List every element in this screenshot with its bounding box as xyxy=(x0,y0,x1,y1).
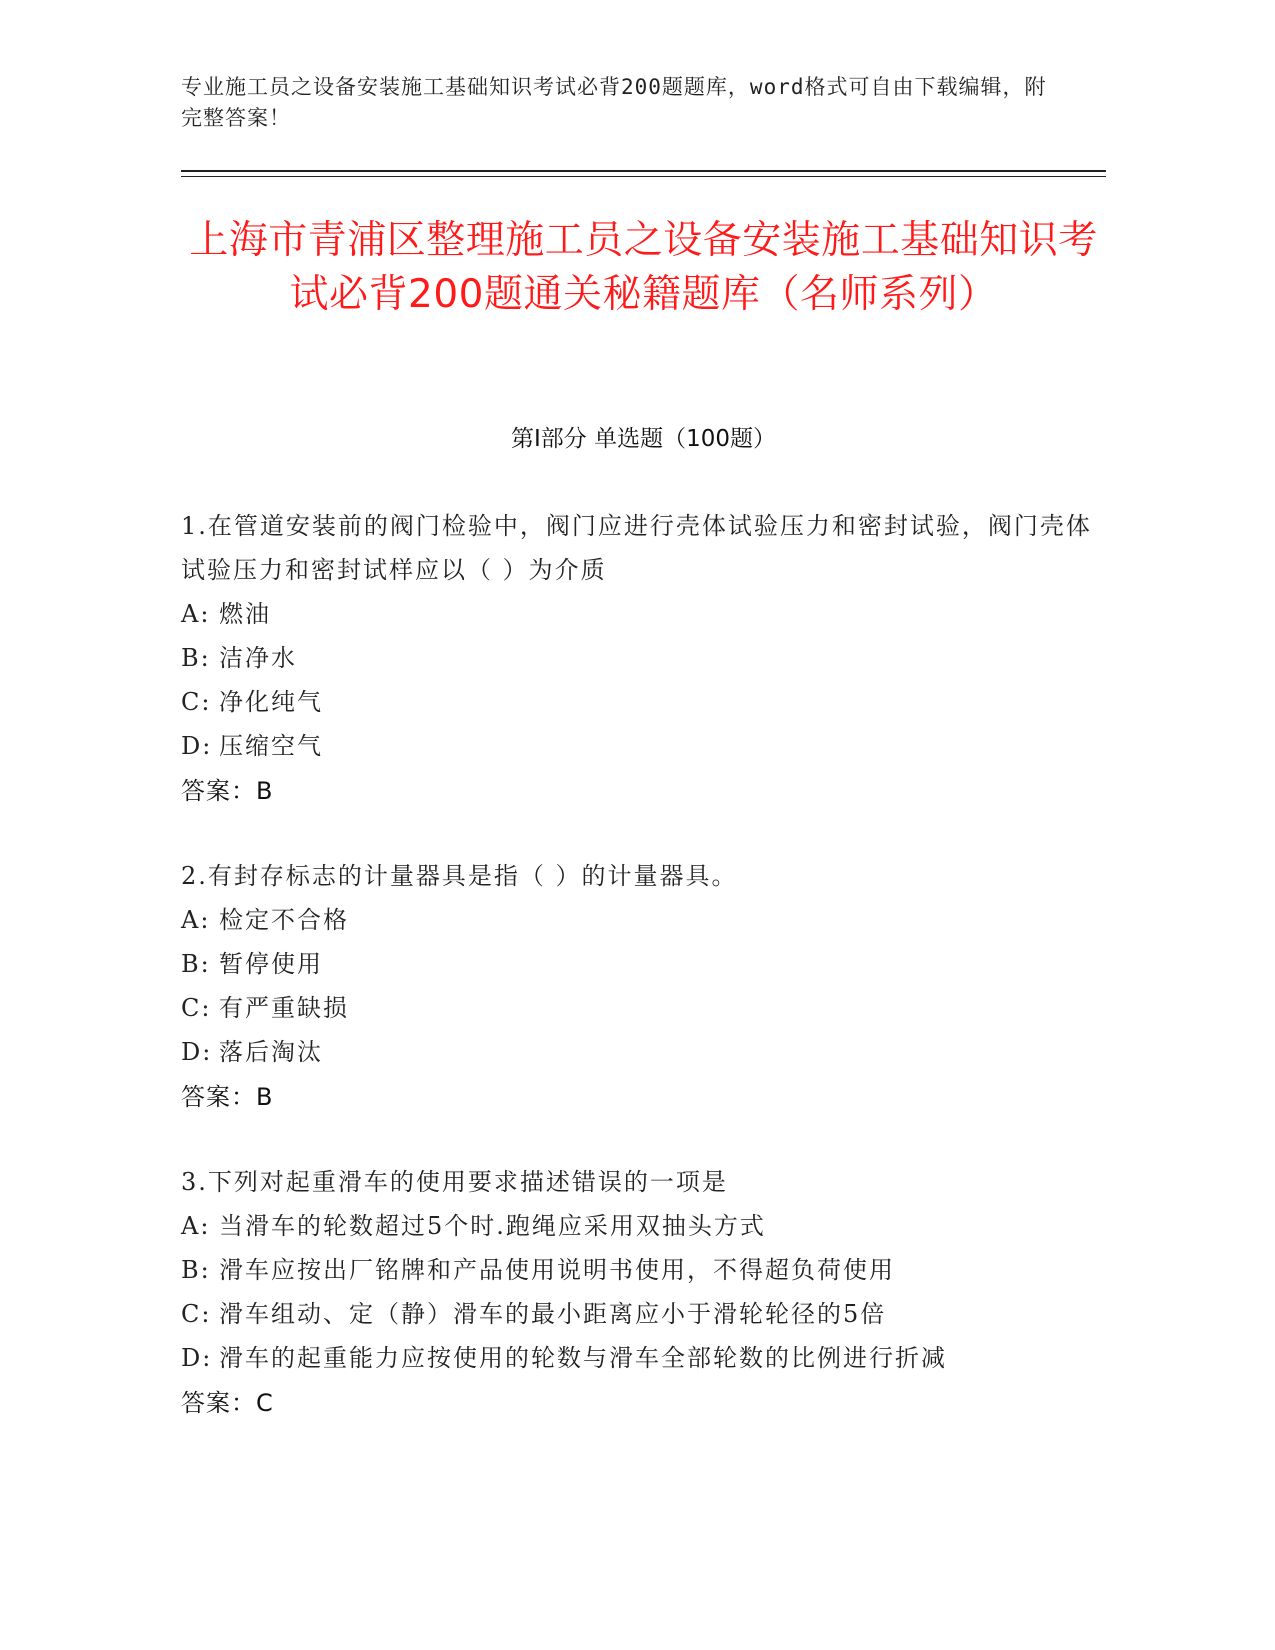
option-text: 净化纯气 xyxy=(219,688,323,716)
option-b xyxy=(181,942,1106,986)
question-1 xyxy=(181,504,1106,814)
option-c xyxy=(181,680,1106,724)
option-letter: C: xyxy=(181,994,212,1022)
option-a xyxy=(181,1204,1106,1248)
header-note: 专业施工员之设备安装施工基础知识考试必背200题题库，word格式可自由下载编辑，附完整答案！ xyxy=(181,75,1047,130)
option-a xyxy=(181,898,1106,942)
option-text: 暂停使用 xyxy=(219,950,323,978)
question-stem: 3.下列对起重滑车的使用要求描述错误的一项是 xyxy=(181,1168,728,1196)
option-letter: C: xyxy=(181,1300,212,1328)
option-letter: D: xyxy=(181,732,213,760)
option-b xyxy=(181,1248,1106,1292)
question-stem: 2.有封存标志的计量器具是指（ ）的计量器具。 xyxy=(181,862,738,890)
option-text: 滑车组动、定（静）滑车的最小距离应小于滑轮轮径的5倍 xyxy=(219,1300,887,1328)
option-text: 当滑车的轮数超过5个时.跑绳应采用双抽头方式 xyxy=(219,1212,766,1240)
question-list xyxy=(181,504,1106,1466)
option-c xyxy=(181,986,1106,1030)
question-stem: 1.在管道安装前的阀门检验中，阀门应进行壳体试验压力和密封试验，阀门壳体试验压力和密封试样应以（ ）为介质 xyxy=(181,512,1092,584)
option-text: 落后淘汰 xyxy=(219,1038,323,1066)
option-d xyxy=(181,1336,1106,1380)
header-rule-thick xyxy=(181,170,1106,172)
option-a xyxy=(181,592,1106,636)
option-c xyxy=(181,1292,1106,1336)
option-letter: C: xyxy=(181,688,212,716)
option-letter: A: xyxy=(181,906,211,934)
answer-label: 答案： xyxy=(181,1389,256,1417)
option-text: 洁净水 xyxy=(219,644,297,672)
option-letter: B: xyxy=(181,1256,211,1284)
option-letter: D: xyxy=(181,1344,213,1372)
option-letter: A: xyxy=(181,600,211,628)
option-letter: A: xyxy=(181,1212,211,1240)
answer-value: B xyxy=(256,777,274,805)
answer-line xyxy=(181,768,1106,814)
option-text: 压缩空气 xyxy=(219,732,323,760)
answer-label: 答案： xyxy=(181,777,256,805)
document-title: 上海市青浦区整理施工员之设备安装施工基础知识考试必背200题通关秘籍题库（名师系列） xyxy=(189,218,1098,317)
option-b xyxy=(181,636,1106,680)
option-text: 燃油 xyxy=(219,600,271,628)
option-text: 检定不合格 xyxy=(219,906,349,934)
answer-label: 答案： xyxy=(181,1083,256,1111)
question-2 xyxy=(181,854,1106,1120)
option-d xyxy=(181,724,1106,768)
header-rule-thin xyxy=(181,176,1106,177)
question-3 xyxy=(181,1160,1106,1426)
option-d xyxy=(181,1030,1106,1074)
answer-value: B xyxy=(256,1083,274,1111)
section-heading: 第I部分 单选题（100题） xyxy=(511,426,776,452)
answer-line xyxy=(181,1074,1106,1120)
answer-value: C xyxy=(256,1389,274,1417)
option-text: 有严重缺损 xyxy=(219,994,349,1022)
option-text: 滑车的起重能力应按使用的轮数与滑车全部轮数的比例进行折减 xyxy=(219,1344,947,1372)
option-text: 滑车应按出厂铭牌和产品使用说明书使用，不得超负荷使用 xyxy=(219,1256,895,1284)
option-letter: B: xyxy=(181,644,211,672)
option-letter: D: xyxy=(181,1038,213,1066)
answer-line xyxy=(181,1380,1106,1426)
option-letter: B: xyxy=(181,950,211,978)
